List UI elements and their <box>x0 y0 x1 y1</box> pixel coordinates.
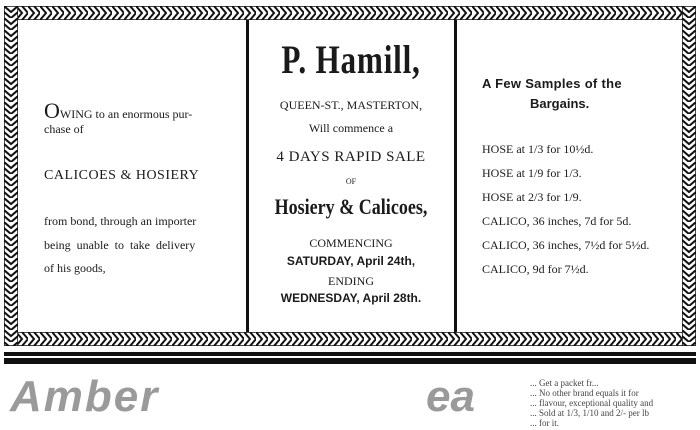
left-column <box>22 20 244 332</box>
brand-left: Amber <box>10 372 160 421</box>
sample-item: HOSE at 1/9 for 1/3. <box>482 166 582 180</box>
samples-heading: A Few Samples of the <box>482 76 622 91</box>
merchant-name: P. Hamill, <box>281 37 421 82</box>
commencing-label: COMMENCING <box>309 236 393 250</box>
sample-item: CALICO, 9d for 7½d. <box>482 262 589 276</box>
sample-item: CALICO, 36 inches, 7½d for 5½d. <box>482 238 650 252</box>
body-line-1: from bond, through an importer <box>44 214 197 228</box>
footer-small-text: ... Get a packet fr... ... No other brand equals it for ... flavour, exceptional quality and ... Sold at 1/3, 1/10 and 2/- per lb ... for it. <box>530 378 654 428</box>
start-date: SATURDAY, April 24th, <box>286 254 416 268</box>
goods-heading: Hosiery & Calicoes, <box>274 194 428 219</box>
intro-text-2: chase of <box>44 122 84 136</box>
intro-text: OWING to an enormous pur- <box>44 98 193 123</box>
left-heading: CALICOES & HOSIERY <box>44 168 200 183</box>
border-right <box>682 6 696 346</box>
samples-heading-2: Bargains. <box>530 96 590 111</box>
will-commence: Will commence a <box>308 121 394 135</box>
footer-rule-thick <box>4 358 696 364</box>
right-column <box>460 20 680 332</box>
sample-item: HOSE at 2/3 for 1/9. <box>482 190 582 204</box>
sample-item: HOSE at 1/3 for 10½d. <box>482 142 594 156</box>
body-line-2: being unable to take delivery <box>44 238 196 252</box>
drop-cap: O <box>44 98 60 123</box>
footer-rule <box>4 352 696 356</box>
merchant-address: QUEEN-ST., MASTERTON, <box>279 98 423 112</box>
body-line-3: of his goods, <box>44 261 106 275</box>
border-top <box>4 6 696 20</box>
sale-title: 4 DAYS RAPID SALE <box>276 149 426 165</box>
of-word: OF <box>345 177 357 186</box>
end-date: WEDNESDAY, April 28th. <box>280 291 422 305</box>
border-left <box>4 6 18 346</box>
center-column <box>250 20 452 332</box>
brand-right: ea <box>426 372 475 421</box>
column-divider-left <box>246 20 249 332</box>
border-bottom <box>4 332 696 346</box>
sample-item: CALICO, 36 inches, 7d for 5d. <box>482 214 632 228</box>
column-divider-right <box>454 20 457 332</box>
ending-label: ENDING <box>328 274 374 288</box>
